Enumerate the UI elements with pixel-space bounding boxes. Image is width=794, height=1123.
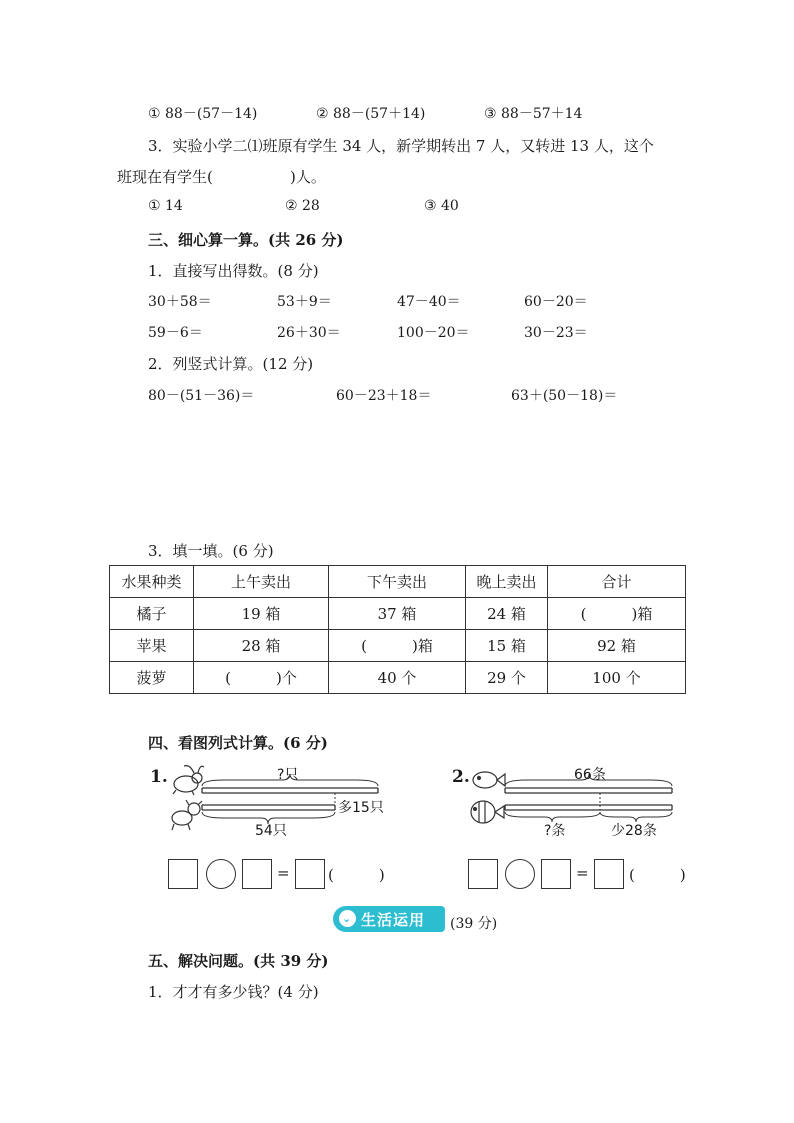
section-4-title: 四、看图列式计算。(6 分) (148, 734, 328, 752)
table-header: 水果种类 (110, 566, 194, 598)
table-cell: 苹果 (110, 630, 194, 662)
s3-q3-title: 3．填一填。(6 分) (148, 542, 274, 560)
q3-option-1: ① 14 (148, 198, 183, 214)
q3-line-1: 3．实验小学二⑴班原有学生 34 人，新学期转出 7 人，又转进 13 人，这个 (148, 137, 654, 155)
vertical-calc-item: 63＋(50－18)＝ (511, 388, 618, 404)
q3-line-2-post: )人。 (290, 168, 326, 186)
s3-q2-title: 2．列竖式计算。(12 分) (148, 355, 314, 373)
equals-sign: = (576, 864, 589, 882)
fig1-bottom-label: 54只 (255, 823, 287, 839)
table-cell-blank[interactable]: ( )箱 (329, 630, 466, 662)
q2-option-3: ③ 88－57＋14 (484, 106, 583, 122)
q2-option-1: ① 88－(57－14) (148, 106, 258, 122)
answer-box[interactable] (468, 859, 498, 889)
table-header: 上午卖出 (194, 566, 329, 598)
banner-label: 生活运用 (361, 911, 426, 929)
table-cell: 橘子 (110, 598, 194, 630)
equals-sign: = (277, 864, 290, 882)
table-row (110, 630, 686, 662)
table-cell-blank[interactable]: ( )个 (194, 662, 329, 694)
fig2-less-label: 少28条 (611, 823, 657, 839)
s5-q1-title: 1．才才有多少钱？(4 分) (148, 983, 319, 1001)
table-cell: 40 个 (329, 662, 466, 694)
arith-item: 100－20＝ (397, 325, 470, 341)
fig1-number: 1. (150, 767, 168, 787)
table-cell: 29 个 (466, 662, 548, 694)
fig2-number: 2. (452, 767, 470, 787)
chevron-down-icon: ⌄ (339, 910, 356, 927)
banner-score: (39 分) (450, 916, 498, 932)
table-cell: 100 个 (548, 662, 686, 694)
fig1-top-label: ?只 (277, 767, 299, 783)
vertical-calc-item: 80－(51－36)＝ (148, 388, 255, 404)
q3-line-2-pre: 班现在有学生( (117, 168, 213, 186)
q2-option-2: ② 88－(57＋14) (316, 106, 426, 122)
answer-box[interactable] (242, 859, 272, 889)
dog-icon (172, 800, 202, 830)
table-cell-blank[interactable]: ( )箱 (548, 598, 686, 630)
s3-q1-title: 1．直接写出得数。(8 分) (148, 262, 319, 280)
arith-item: 26＋30＝ (277, 325, 341, 341)
unit-paren[interactable]: ( ) (328, 866, 385, 884)
table-cell: 15 箱 (466, 630, 548, 662)
table-header-row (110, 566, 686, 598)
rabbit-icon (173, 766, 204, 795)
table-header: 合计 (548, 566, 686, 598)
table-cell: 37 箱 (329, 598, 466, 630)
table-cell: 28 箱 (194, 630, 329, 662)
table-cell: 菠萝 (110, 662, 194, 694)
answer-box[interactable] (541, 859, 571, 889)
table-cell: 19 箱 (194, 598, 329, 630)
arith-item: 30－23＝ (524, 325, 588, 341)
answer-box[interactable] (594, 859, 624, 889)
arith-item: 53＋9＝ (277, 294, 332, 310)
table-cell: 24 箱 (466, 598, 548, 630)
arith-item: 59－6＝ (148, 325, 203, 341)
table-cell: 92 箱 (548, 630, 686, 662)
operator-circle[interactable] (505, 859, 535, 889)
q3-option-3: ③ 40 (424, 198, 459, 214)
answer-box[interactable] (168, 859, 198, 889)
tropical-fish-icon (471, 801, 504, 823)
table-row (110, 662, 686, 694)
table-header: 晚上卖出 (466, 566, 548, 598)
section-5-title: 五、解决问题。(共 39 分) (148, 952, 329, 970)
arith-item: 47－40＝ (397, 294, 461, 310)
unit-paren[interactable]: ( ) (629, 866, 686, 884)
vertical-calc-item: 60－23＋18＝ (336, 388, 432, 404)
arith-item: 30＋58＝ (148, 294, 212, 310)
life-application-banner (333, 906, 445, 932)
table-row (110, 598, 686, 630)
fig2-top-label: 66条 (574, 767, 606, 783)
operator-circle[interactable] (206, 859, 236, 889)
section-3-title: 三、细心算一算。(共 26 分) (148, 231, 344, 249)
fish-icon (473, 772, 505, 788)
arith-item: 60－20＝ (524, 294, 588, 310)
table-header: 下午卖出 (329, 566, 466, 598)
fig1-more-label: 多15只 (338, 800, 384, 816)
q3-option-2: ② 28 (285, 198, 320, 214)
answer-box[interactable] (295, 859, 325, 889)
fig2-q-label: ?条 (544, 823, 566, 839)
fruit-sales-table (109, 565, 686, 694)
